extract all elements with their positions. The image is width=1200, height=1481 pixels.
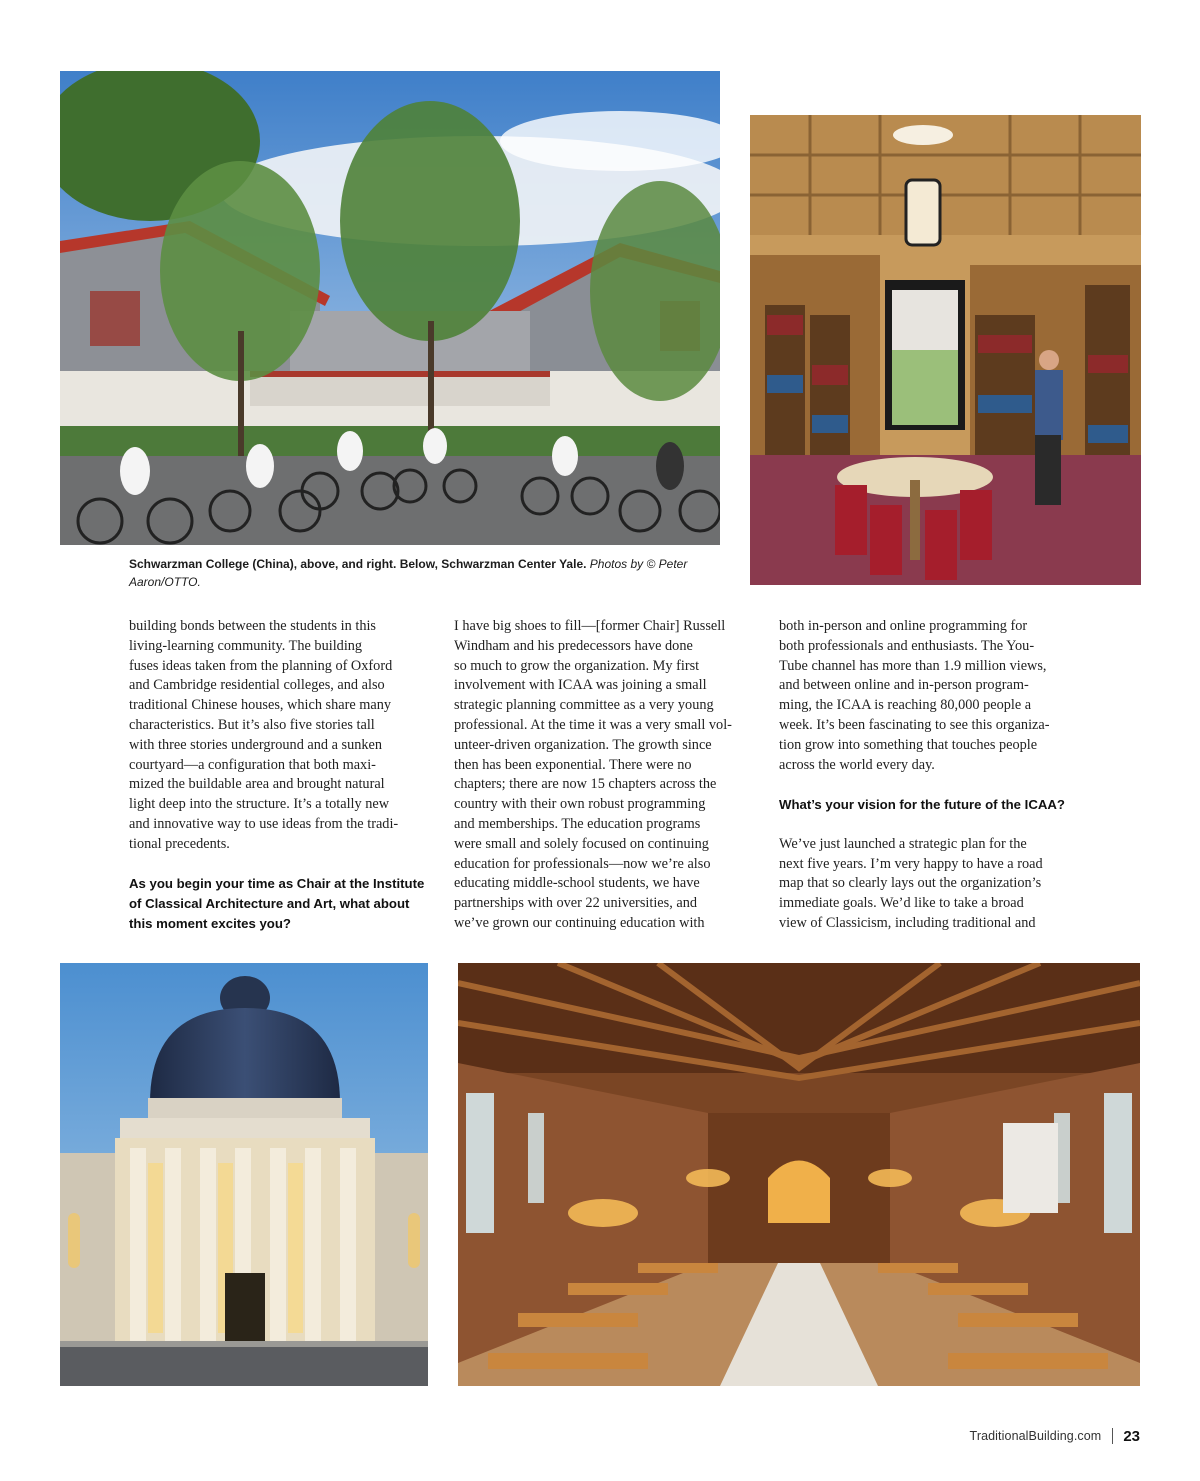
question-line: What’s your vision for the future of the ICAA? [779, 797, 1065, 813]
text-line: tion grow into something that touches people [779, 736, 1038, 753]
text-line: traditional Chinese houses, which share many [129, 697, 392, 714]
text-line: educating middle-school students, we have [454, 875, 700, 892]
text-line: were small and solely focused on continuing [454, 835, 709, 852]
text-line: mized the buildable area and brought natural [129, 776, 385, 793]
text-line: next five years. I’m very happy to have a road [779, 855, 1043, 872]
schwarzman-center-yale-commons-hall-photo [458, 963, 1140, 1386]
page-footer [970, 1426, 1140, 1446]
text-line: partnerships with over 22 universities, and [454, 895, 697, 912]
text-line: fuses ideas taken from the planning of Oxford [129, 657, 393, 674]
schwarzman-college-library-photo [750, 115, 1141, 585]
text-line: we’ve grown our continuing education with [454, 914, 705, 931]
schwarzman-college-cyclists-photo [60, 71, 720, 545]
text-line: and between online and in-person program- [779, 677, 1029, 694]
caption-credit-line-2: Aaron/OTTO. [129, 575, 201, 589]
page-number: 23 [1123, 1427, 1140, 1445]
question-line: of Classical Architecture and Art, what about [129, 896, 410, 912]
text-line: professional. At the time it was a very small vol- [454, 716, 732, 733]
caption-credit-line-1: Photos by © Peter [589, 557, 688, 571]
text-line: with three stories underground and a sunken [129, 736, 383, 753]
text-line: I have big shoes to fill—[former Chair] Russell [454, 618, 726, 634]
interview-question [779, 795, 1084, 815]
text-line: and innovative way to use ideas from the tradi- [129, 815, 399, 832]
text-line: week. It’s been fascinating to see this organiza- [779, 716, 1050, 733]
article-paragraph [779, 835, 1084, 934]
text-line: involvement with ICAA was joining a small [454, 677, 707, 694]
text-line: building bonds between the students in this [129, 618, 376, 634]
text-line: courtyard—a configuration that both maxi- [129, 756, 376, 773]
schwarzman-center-yale-rotunda-photo [60, 963, 428, 1386]
question-line: As you begin your time as Chair at the Institute [129, 876, 425, 892]
text-line: both professionals and enthusiasts. The You- [779, 637, 1035, 654]
text-line: so much to grow the organization. My first [454, 657, 700, 674]
article-paragraph [129, 617, 434, 855]
caption-bold-text: Schwarzman College (China), above, and right. Below, Schwarzman Center Yale. [129, 557, 587, 571]
footer-site-url: TraditionalBuilding.com [969, 1429, 1102, 1443]
text-line: strategic planning committee as a very young [454, 697, 714, 714]
text-line: then has been exponential. There were no [454, 756, 692, 773]
text-line: chapters; there are now 15 chapters across the [454, 776, 717, 793]
text-line: light deep into the structure. It’s a totally new [129, 796, 390, 813]
photo-caption [129, 555, 719, 591]
text-line: across the world every day. [779, 756, 935, 773]
article-paragraph [454, 617, 759, 934]
text-line: living-learning community. The building [129, 637, 363, 654]
text-line: map that so clearly lays out the organization’s [779, 875, 1042, 892]
article-column-3 [779, 617, 1084, 934]
interview-question [129, 874, 434, 933]
text-line: view of Classicism, including traditional and [779, 914, 1036, 931]
article-column-2 [454, 617, 759, 934]
text-line: tional precedents. [129, 835, 230, 852]
text-line: both in-person and online programming for [779, 618, 1028, 634]
question-line: this moment excites you? [129, 915, 291, 931]
article-column-1 [129, 617, 434, 934]
text-line: characteristics. But it’s also five stories tall [129, 716, 375, 733]
text-line: Windham and his predecessors have done [454, 637, 693, 654]
article-paragraph [779, 617, 1084, 775]
text-line: ming, the ICAA is reaching 80,000 people a [779, 697, 1032, 714]
text-line: unteer-driven organization. The growth since [454, 736, 712, 753]
text-line: and memberships. The education programs [454, 815, 701, 832]
text-line: country with their own robust programming [454, 796, 706, 813]
text-line: and Cambridge residential colleges, and also [129, 677, 385, 694]
footer-divider [1112, 1428, 1113, 1444]
text-line: immediate goals. We’d like to take a broad [779, 895, 1024, 912]
text-line: We’ve just launched a strategic plan for the [779, 835, 1027, 852]
text-line: education for professionals—now we’re also [454, 855, 711, 872]
text-line: Tube channel has more than 1.9 million views, [779, 657, 1047, 674]
